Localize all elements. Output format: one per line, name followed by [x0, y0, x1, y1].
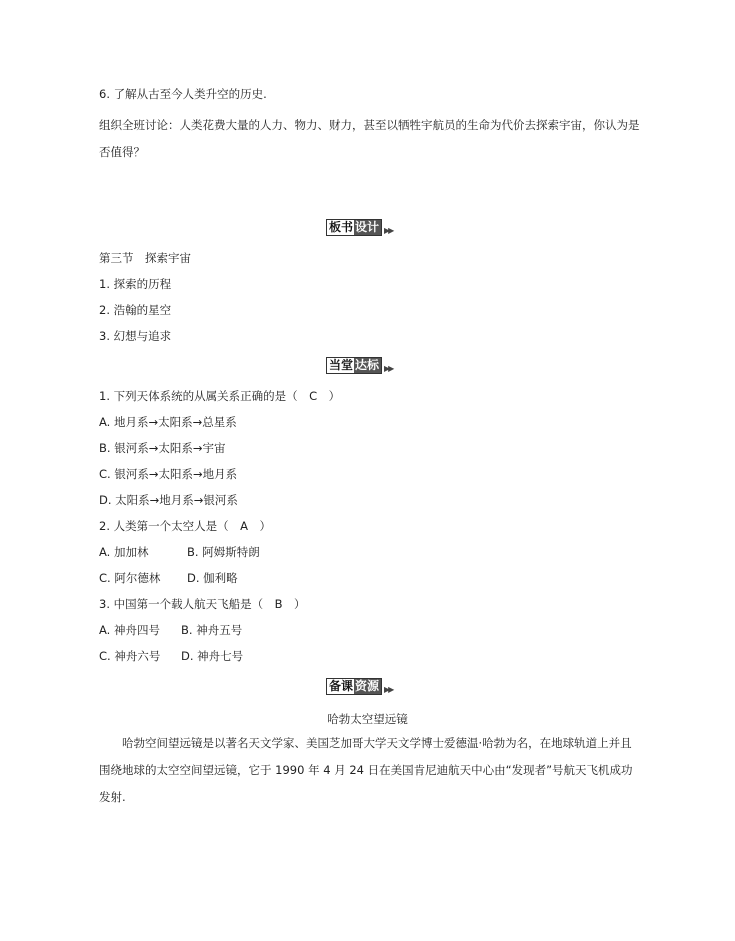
q3-option-d: D. 神舟七号: [181, 649, 244, 663]
badge-label-dark: 设计: [355, 220, 380, 234]
q1-option-c: C. 银河系→太阳系→地月系: [99, 467, 238, 481]
q2-option-a: A. 加加林: [99, 545, 149, 559]
q2-option-b: B. 阿姆斯特朗: [187, 545, 260, 559]
badge-label-white: 板书: [329, 220, 354, 234]
double-arrow-icon: ▶▶: [384, 685, 393, 694]
q1-option-a: A. 地月系→太阳系→总星系: [99, 415, 237, 429]
double-arrow-icon: ▶▶: [384, 364, 393, 373]
discussion-prompt: 组织全班讨论：人类花费大量的人力、物力、财力，甚至以牺牲宇航员的生命为代价去探索宇宙，你认为是否值得？: [99, 118, 640, 159]
badge-practice: [326, 357, 392, 374]
badge-label-dark: 达标: [355, 358, 380, 372]
question-3: 3. 中国第一个载人航天飞船是（ B ）: [99, 597, 306, 611]
q1-option-b: B. 银河系→太阳系→宇宙: [99, 441, 226, 455]
badge-board-design: [326, 219, 392, 236]
item-6: 6. 了解从古至今人类升空的历史.: [99, 87, 267, 101]
q3-option-c: C. 神舟六号: [99, 649, 161, 663]
board-item-1: 1. 探索的历程: [99, 277, 172, 291]
q3-option-a: A. 神舟四号: [99, 623, 160, 637]
q3-option-b: B. 神舟五号: [181, 623, 243, 637]
badge-resources: [326, 678, 392, 695]
question-1: 1. 下列天体系统的从属关系正确的是（ C ）: [99, 389, 341, 403]
q1-option-d: D. 太阳系→地月系→银河系: [99, 493, 238, 507]
board-item-2: 2. 浩翰的星空: [99, 303, 172, 317]
double-arrow-icon: ▶▶: [384, 226, 393, 235]
badge-label-white: 当堂: [329, 358, 354, 372]
q2-option-c: C. 阿尔德林: [99, 571, 161, 585]
question-2: 2. 人类第一个太空人是（ A ）: [99, 519, 271, 533]
badge-label-white: 备课: [329, 679, 354, 693]
resource-title: 哈勃太空望远镜: [327, 712, 408, 726]
board-heading: 第三节 探索宇宙: [99, 251, 191, 265]
resource-paragraph: 哈勃空间望远镜是以著名天文学家、美国芝加哥大学天文学博士爱德温·哈勃为名，在地球轨道上并且围绕地球的太空空间望远镜，它于 1990 年 4 月 24 日在美国肯尼迪航天中心由“发现者”号航天飞机成功发射.: [99, 736, 633, 804]
badge-label-dark: 资源: [355, 679, 380, 693]
q2-option-d: D. 伽利略: [187, 571, 238, 585]
board-item-3: 3. 幻想与追求: [99, 329, 172, 343]
